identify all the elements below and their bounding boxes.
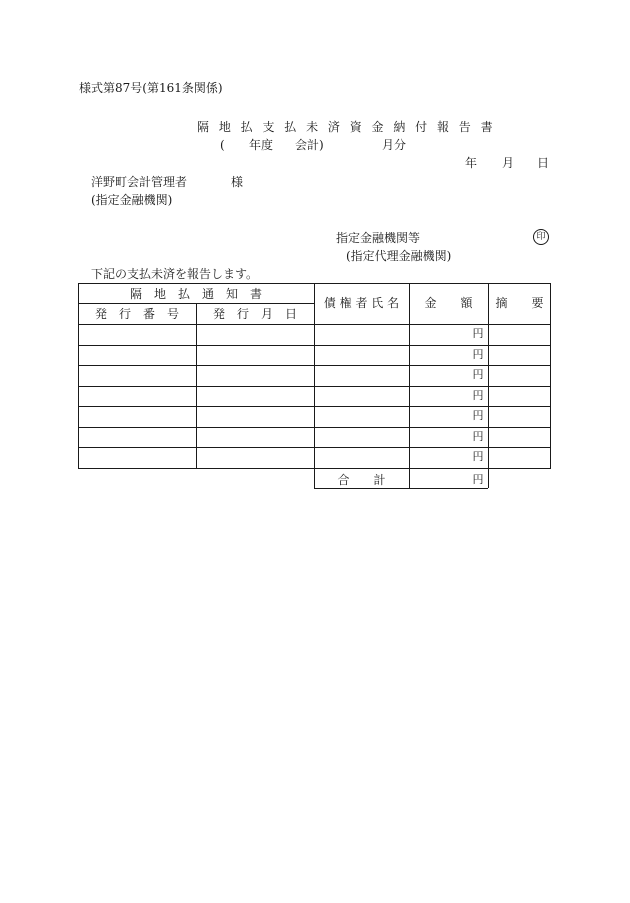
column-divider-line [409, 283, 410, 488]
header-creditor-name: 債 権 者 氏 名 [323, 296, 400, 310]
column-divider-line [488, 283, 489, 488]
subtitle-paren-open: ( [220, 138, 225, 152]
column-divider-line [196, 303, 197, 468]
header-issue-date: 発 行 月 日 [212, 307, 297, 321]
column-divider-line [314, 283, 315, 488]
total-yen-unit: 円 [472, 473, 484, 486]
total-label: 合 計 [337, 473, 386, 487]
report-intro-text: 下記の支払未済を報告します。 [91, 267, 259, 281]
sender-agent-bank-label: (指定代理金融機関) [346, 249, 452, 263]
total-bottom-border [314, 488, 488, 489]
recipient-subtitle: (指定金融機関) [91, 193, 173, 207]
date-month-label: 月 [502, 156, 515, 170]
row-yen-unit: 円 [472, 327, 484, 340]
sender-bank-label: 指定金融機関等 [336, 231, 421, 245]
month-label: 月分 [382, 138, 407, 152]
account-label: 会計) [295, 138, 324, 152]
date-year-label: 年 [465, 156, 478, 170]
form-number: 様式第87号(第161条関係) [79, 81, 223, 95]
row-yen-unit: 円 [472, 388, 484, 402]
row-yen-unit: 円 [472, 368, 484, 381]
recipient-name: 洋野町会計管理者 [91, 175, 188, 189]
fiscal-year-label: 年度 [249, 138, 274, 152]
row-yen-unit: 円 [472, 429, 484, 443]
row-yen-unit: 円 [472, 409, 484, 422]
date-day-label: 日 [537, 156, 550, 170]
header-issue-number: 発 行 番 号 [94, 307, 179, 321]
row-yen-unit: 円 [472, 347, 484, 361]
header-notice-group: 隔 地 払 通 知 書 [129, 287, 262, 301]
seal-icon: 印 [533, 229, 549, 245]
header-summary: 摘 要 [495, 296, 544, 310]
row-yen-unit: 円 [472, 450, 484, 463]
recipient-honorific: 様 [231, 175, 244, 189]
table-left-border [78, 283, 79, 468]
header-amount: 金 額 [424, 296, 473, 310]
report-table [78, 283, 551, 488]
table-right-border [550, 283, 551, 468]
document-title: 隔 地 払 支 払 未 済 資 金 納 付 報 告 書 [197, 120, 496, 134]
